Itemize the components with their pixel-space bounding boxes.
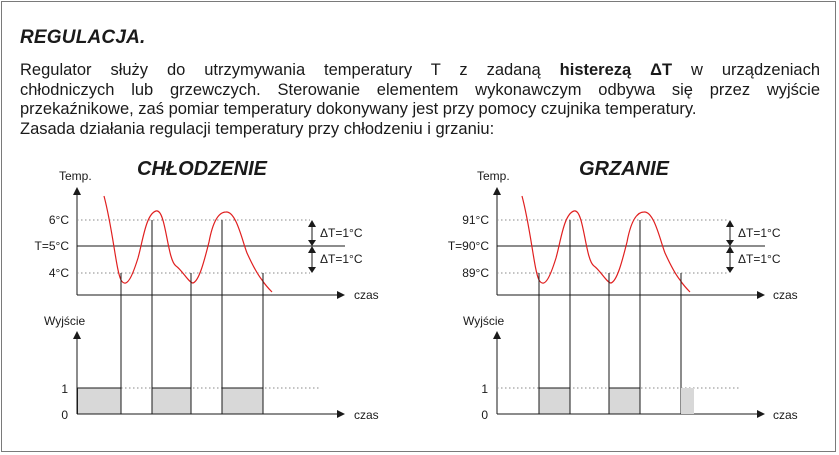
paragraph-line-3: przekaźnikowe, zaś pomiar temperatury dokonywany jest przy pomocy czujnika temperatury. xyxy=(20,100,697,118)
cooling-output-axis-label: Wyjście xyxy=(44,314,86,328)
paragraph-line-4: Zasada działania regulacji temperatury przy chłodzeniu i grzaniu: xyxy=(20,119,495,138)
heating-output-time-label: czas xyxy=(773,408,798,422)
heating-diagram xyxy=(448,158,798,422)
paragraph-line-1-end: w urządzeniach xyxy=(691,61,821,79)
cooling-output-pulses xyxy=(78,388,264,414)
heating-output-on-label: 1 xyxy=(481,382,488,396)
heating-title: GRZANIE xyxy=(579,158,669,180)
section-heading: REGULACJA. xyxy=(20,27,146,48)
cooling-output-on-label: 1 xyxy=(61,382,68,396)
heating-output-axis-label: Wyjście xyxy=(463,314,505,328)
cooling-temp-axis-label: Temp. xyxy=(59,169,92,183)
cooling-setpoint-label: T=5°C xyxy=(34,239,69,253)
heating-output-pulses xyxy=(539,388,694,414)
cooling-diagram xyxy=(35,158,379,422)
heating-pulse-2 xyxy=(609,388,640,414)
heating-output-off-label: 0 xyxy=(481,408,488,422)
cooling-lower-label: 4°C xyxy=(48,266,69,280)
cooling-pulse-2 xyxy=(152,388,191,414)
cooling-upper-label: 6°C xyxy=(48,213,69,227)
cooling-switch-lines xyxy=(121,220,263,414)
heating-temperature-curve xyxy=(522,196,690,292)
heating-hysteresis-upper-label: ΔT=1°C xyxy=(738,226,781,240)
cooling-pulse-1 xyxy=(78,388,122,414)
paragraph-line-2: chłodniczych lub grzewczych. Sterowanie elementem wykonawczym odbywa się przez wyjście xyxy=(20,80,820,99)
heating-setpoint-label: T=90°C xyxy=(447,239,489,253)
cooling-pulse-3 xyxy=(222,388,263,414)
heating-hysteresis-lower-label: ΔT=1°C xyxy=(738,252,781,266)
cooling-time-axis-label: czas xyxy=(354,288,379,302)
delta-t-symbol: ΔT xyxy=(650,61,673,79)
heating-pulse-3 xyxy=(681,388,694,414)
cooling-hysteresis-lower-label: ΔT=1°C xyxy=(320,252,363,266)
paragraph-line-1-start: Regulator służy do utrzymywania temperatury T z zadaną xyxy=(20,61,541,79)
hysteresis-term: histerezą xyxy=(559,61,632,79)
heating-upper-label: 91°C xyxy=(462,213,489,227)
cooling-temperature-curve xyxy=(104,196,272,292)
heating-pulse-1 xyxy=(539,388,570,414)
cooling-title: CHŁODZENIE xyxy=(137,158,267,180)
heating-time-axis-label: czas xyxy=(773,288,798,302)
cooling-output-off-label: 0 xyxy=(61,408,68,422)
heating-switch-lines xyxy=(539,220,681,414)
heating-lower-label: 89°C xyxy=(462,266,489,280)
heating-temp-axis-label: Temp. xyxy=(477,169,510,183)
cooling-hysteresis-upper-label: ΔT=1°C xyxy=(320,226,363,240)
cooling-output-time-label: czas xyxy=(354,408,379,422)
